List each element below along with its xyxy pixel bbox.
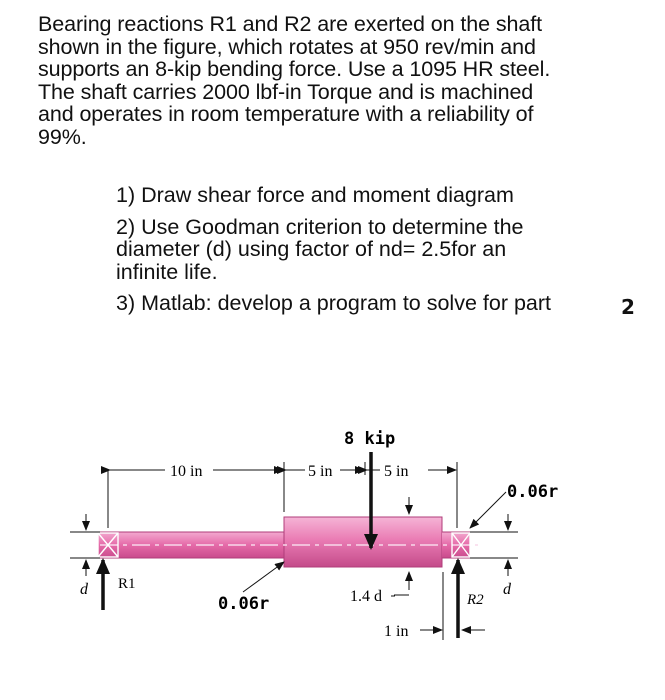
task-line: 1) Draw shear force and moment diagram bbox=[116, 183, 514, 207]
fillet-right-leader bbox=[470, 492, 506, 528]
problem-line: and operates in room temperature with a reliability of bbox=[38, 102, 534, 126]
task-line: 2) Use Goodman criterion to determine the bbox=[116, 214, 524, 239]
dim-10in: 10 in bbox=[170, 463, 203, 480]
problem-line: Bearing reactions R1 and R2 are exerted on the shaft bbox=[38, 12, 542, 36]
task-line: infinite life. bbox=[116, 259, 218, 284]
reaction-r1-label: R1 bbox=[118, 576, 136, 592]
d-right: d bbox=[503, 581, 511, 598]
dim-5in-a: 5 in bbox=[308, 463, 333, 480]
handwritten-part-number: 2 bbox=[621, 295, 635, 319]
diameter-large-label: 1.4 d bbox=[350, 588, 382, 605]
d-left: d bbox=[80, 581, 88, 598]
problem-line: supports an 8-kip bending force. Use a 1095 HR steel. bbox=[38, 57, 551, 81]
task-line: diameter (d) using factor of nd= 2.5for an bbox=[116, 237, 507, 261]
problem-line: The shaft carries 2000 lbf-in Torque and is machined bbox=[38, 79, 534, 104]
task-line: 3) Matlab: develop a program to solve for part bbox=[116, 291, 551, 315]
fillet-left-leader bbox=[243, 562, 284, 592]
problem-line: shown in the figure, which rotates at 950 rev/min and bbox=[38, 34, 536, 59]
dim-5in-b: 5 in bbox=[384, 463, 409, 480]
dim-1in: 1 in bbox=[384, 623, 409, 640]
problem-line: 99%. bbox=[38, 124, 87, 149]
left-d-dimension bbox=[70, 514, 100, 576]
reaction-r2-label: R2 bbox=[467, 592, 484, 608]
fillet-right-label: 0.06r bbox=[507, 482, 559, 502]
shaft-large-section bbox=[284, 517, 442, 567]
fillet-left-label: 0.06r bbox=[218, 594, 270, 614]
load-label: 8 kip bbox=[344, 429, 396, 449]
